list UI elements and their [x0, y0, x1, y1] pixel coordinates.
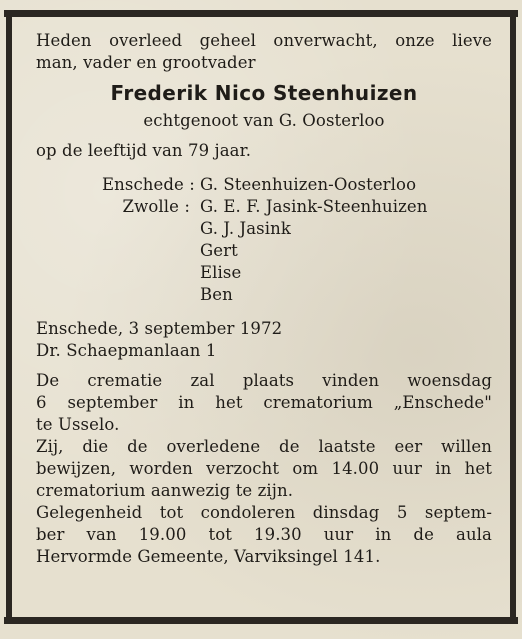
frame-left-rule [6, 10, 12, 624]
frame-bottom-rule [4, 617, 518, 624]
invitation-line: crematorium aanwezig te zijn. [36, 481, 294, 500]
condolence-line: ber van 19.00 tot 19.30 uur in de aula [36, 525, 492, 544]
cremation-line: te Usselo. [36, 415, 120, 434]
family-city [102, 218, 190, 240]
cremation-line: 6 september in het crematorium „Enschede" [36, 393, 492, 412]
frame-top-rule [4, 10, 518, 17]
spouse-line: echtgenoot van G. Oosterloo [143, 111, 385, 130]
intro-line-1: Heden overleed geheel onverwacht, onze lieve [36, 31, 492, 50]
death-notice [36, 30, 492, 568]
family-member: Elise [200, 263, 242, 282]
invitation-line: bewijzen, worden verzocht om 14.00 uur in het [36, 459, 492, 478]
family-member: Ben [200, 285, 233, 304]
condolence-line: Gelegenheid tot condoleren dinsdag 5 septem- [36, 503, 492, 522]
family-list [102, 174, 492, 306]
family-member: G. Steenhuizen-Oosterloo [200, 175, 417, 194]
family-member: G. E. F. Jasink-Steenhuizen [200, 197, 428, 216]
family-city [102, 262, 190, 284]
deceased-name: Frederik Nico Steenhuizen [110, 81, 418, 105]
place-date: Enschede, 3 september 1972 [36, 319, 283, 338]
invitation-line: Zij, die de overledene de laatste eer willen [36, 437, 492, 456]
cremation-line: De crematie zal plaats vinden woensdag [36, 371, 492, 390]
family-city: Zwolle : [122, 197, 190, 216]
family-city [102, 284, 190, 306]
address: Dr. Schaepmanlaan 1 [36, 341, 217, 360]
frame-right-rule [510, 10, 516, 624]
family-city [102, 240, 190, 262]
condolence-line: Hervormde Gemeente, Varviksingel 141. [36, 547, 381, 566]
family-member: G. J. Jasink [200, 219, 291, 238]
intro-line-2: man, vader en grootvader [36, 53, 256, 72]
age-line: op de leeftijd van 79 jaar. [36, 141, 252, 160]
family-member: Gert [200, 241, 238, 260]
family-city: Enschede : [102, 175, 195, 194]
